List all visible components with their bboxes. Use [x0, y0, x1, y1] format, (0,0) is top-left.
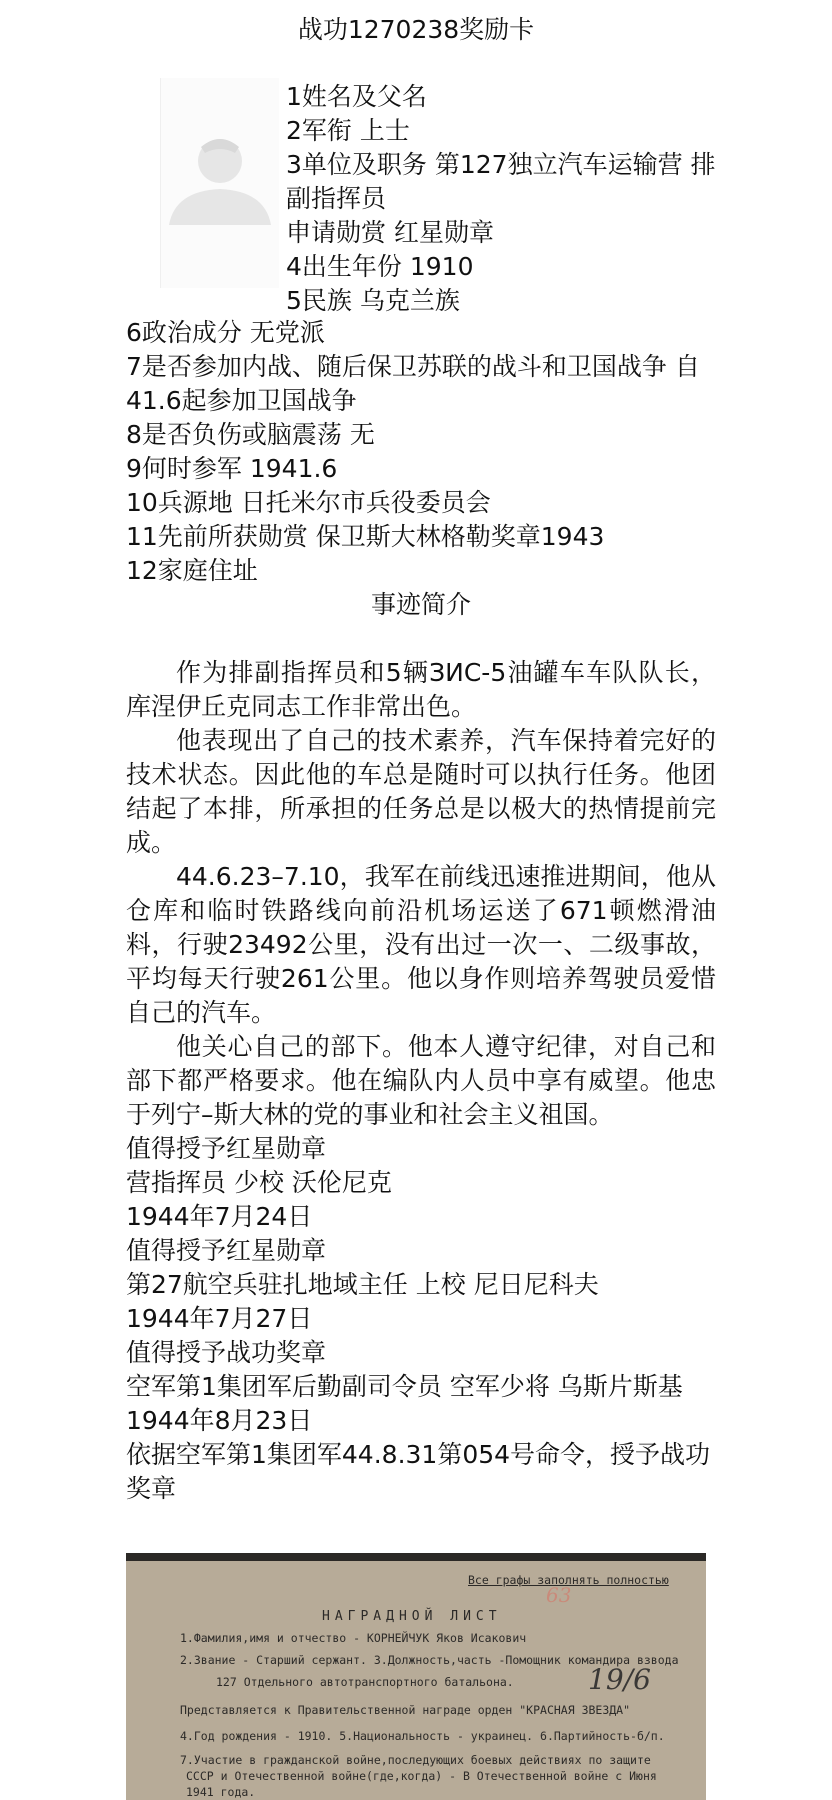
endorsement-line: 1944年7月27日 — [126, 1304, 313, 1333]
field-previous-awards: 11先前所获勋赏 保卫斯大林格勒奖章1943 — [126, 522, 605, 551]
person-placeholder-icon — [161, 133, 279, 233]
document-header-note: Все графы заполнять полностью — [468, 1573, 669, 1587]
section-heading: 事迹简介 — [370, 590, 471, 619]
field-party: 6政治成分 无党派 — [126, 318, 325, 347]
paragraph: 他关心自己的部下。他本人遵守纪律，对自己和部下都严格要求。他在编队内人员中享有威望。他忠于列宁–斯大林的党的事业和社会主义祖国。 — [126, 1032, 716, 1129]
endorsement-line: 第27航空兵驻扎地域主任 上校 尼日尼科夫 — [126, 1270, 599, 1299]
document-title: НАГРАДНОЙ ЛИСТ — [322, 1609, 502, 1624]
scan-edge — [126, 1553, 706, 1561]
field-nationality: 5民族 乌克兰族 — [286, 286, 460, 315]
paragraph: 他表现出了自己的技术素养，汽车保持着完好的技术状态。因此他的车总是随时可以执行任务。他团结起了本排，所承担的任务总是以极大的热情提前完成。 — [126, 726, 716, 857]
endorsement-line: 1944年8月23日 — [126, 1406, 313, 1435]
paragraph: 44.6.23–7.10，我军在前线迅速推进期间，他从仓库和临时铁路线向前沿机场运送了671顿燃滑油料，行驶23492公里，没有出过一次一、二级事故，平均每天行驶261公里。他以身作则培养驾驶员爱惜自己的汽车。 — [126, 862, 716, 1027]
endorsement-line: 值得授予战功奖章 — [126, 1338, 327, 1367]
field-home-address: 12家庭住址 — [126, 556, 258, 585]
document-line: Представляется к Правительственной награде орден "КРАСНАЯ ЗВЕЗДА" — [180, 1703, 631, 1717]
document-line: 1.Фамилия,имя и отчество - КОРНЕЙЧУК Яков Исакович — [180, 1631, 527, 1645]
field-enlistment: 9何时参军 1941.6 — [126, 454, 338, 483]
document-line: 7.Участие в гражданской войне,последующих боевых действиях по защите — [180, 1753, 651, 1767]
archival-document-scan — [126, 1553, 706, 1800]
document-line: 1941 года. — [186, 1785, 256, 1799]
document-line: СССР и Отечественной войне(где,когда) - В Отечественной войне с Июня — [186, 1769, 657, 1783]
field-award-requested: 申请勋赏 红星勋章 — [286, 218, 494, 247]
document-handwritten-mark: 19/6 — [588, 1663, 651, 1696]
document-line: 4.Год рождения - 1910. 5.Национальность - украинец. 6.Партийность-б/п. — [180, 1729, 665, 1743]
endorsement-line: 值得授予红星勋章 — [126, 1236, 327, 1265]
card-body — [126, 316, 716, 1506]
field-unit: 3单位及职务 第127独立汽车运输营 排副指挥员 — [286, 150, 716, 213]
document-line: 127 Отдельного автотранспортного батальона. — [216, 1675, 514, 1689]
document-page-number: 63 — [546, 1583, 572, 1607]
personal-info-top — [286, 80, 726, 318]
field-birth-year: 4出生年份 1910 — [286, 252, 474, 281]
field-wounds: 8是否负伤或脑震荡 无 — [126, 420, 375, 449]
endorsement-line: 营指挥员 少校 沃伦尼克 — [126, 1168, 392, 1197]
field-draft-office: 10兵源地 日托米尔市兵役委员会 — [126, 488, 491, 517]
card-title: 战功1270238奖励卡 — [297, 15, 535, 44]
endorsement-line: 1944年7月24日 — [126, 1202, 313, 1231]
field-rank: 2军衔 上士 — [286, 116, 410, 145]
endorsement-line: 值得授予红星勋章 — [126, 1134, 327, 1163]
endorsement-line: 依据空军第1集团军44.8.31第054号命令，授予战功奖章 — [126, 1440, 711, 1503]
endorsement-line: 空军第1集团军后勤副司令员 空军少将 乌斯片斯基 — [126, 1372, 683, 1401]
document-line: 2.Звание - Старший сержант. 3.Должность,часть -Помощник командира взвода — [180, 1653, 679, 1667]
field-name: 1姓名及父名 — [286, 82, 427, 111]
paragraph: 作为排副指挥员和5辆ЗИС-5油罐车车队队长，库涅伊丘克同志工作非常出色。 — [126, 658, 716, 721]
field-war-participation: 7是否参加内战、随后保卫苏联的战斗和卫国战争 自41.6起参加卫国战争 — [126, 352, 700, 415]
avatar — [160, 78, 279, 288]
